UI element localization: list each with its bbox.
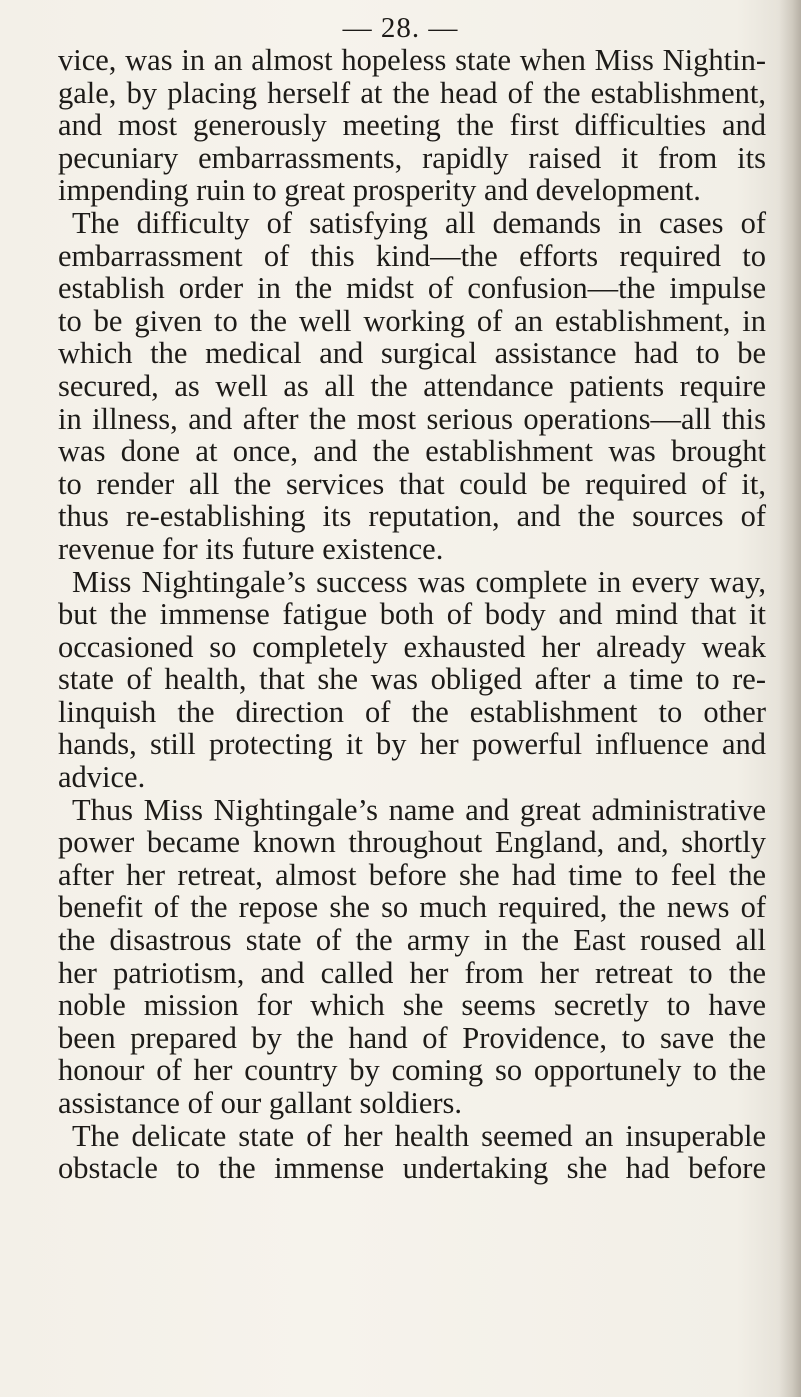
text-line: thus re-establishing its reputation, and the sources of (58, 499, 766, 534)
text-line: noble mission for which she seems secretly to have (58, 988, 766, 1023)
text-line: power became known throughout England, and, shortly (58, 825, 766, 860)
text-line: secured, as well as all the attendance patients require (58, 368, 766, 403)
text-line: occasioned so completely exhausted her already weak (58, 629, 766, 664)
text-line: embarrassment of this kind—the efforts required to (58, 238, 766, 273)
text-line: linquish the direction of the establishment to other (58, 694, 766, 729)
text-line: advice. (58, 760, 146, 795)
text-line: state of health, that she was obliged after a time to re- (58, 662, 766, 697)
text-line: which the medical and surgical assistance had to be (58, 336, 766, 371)
text-line: was done at once, and the establishment was brought (58, 434, 766, 469)
text-line: gale, by placing herself at the head of the establishment, (58, 75, 766, 110)
text-line: in illness, and after the most serious operations—all this (58, 401, 766, 436)
body-text (58, 44, 766, 1185)
text-line: establish order in the midst of confusion—the impulse (58, 271, 766, 306)
text-line: impending ruin to great prosperity and development. (58, 173, 701, 208)
text-line: and most generously meeting the first difficulties and (58, 108, 766, 143)
text-line: been prepared by the hand of Providence, to save the (58, 1020, 766, 1055)
text-line: after her retreat, almost before she had time to feel the (58, 857, 766, 892)
text-line: obstacle to the immense undertaking she had before (58, 1151, 766, 1186)
text-line: Miss Nightingale’s success was complete in every way, (72, 564, 766, 599)
text-line: Thus Miss Nightingale’s name and great administrative (72, 792, 766, 827)
text-line: to render all the services that could be required of it, (58, 466, 766, 501)
text-line: The delicate state of her health seemed an insuperable (72, 1118, 766, 1153)
text-line: The difficulty of satisfying all demands in cases of (72, 205, 766, 240)
text-line: hands, still protecting it by her powerful influence and (58, 727, 766, 762)
page-number: — 28. — (342, 12, 459, 44)
text-line: to be given to the well working of an establishment, in (58, 303, 766, 338)
page-edge-shadow (779, 0, 801, 1397)
text-line: her patriotism, and called her from her retreat to the (58, 955, 766, 990)
text-line: pecuniary embarrassments, rapidly raised it from its (58, 140, 766, 175)
text-line: but the immense fatigue both of body and mind that it (58, 597, 766, 632)
text-line: assistance of our gallant soldiers. (58, 1086, 463, 1120)
text-line: the disastrous state of the army in the East roused all (58, 923, 766, 958)
text-line: vice, was in an almost hopeless state when Miss Nightin- (58, 43, 766, 77)
text-line: revenue for its future existence. (58, 531, 444, 566)
text-line: honour of her country by coming so opportunely to the (58, 1053, 766, 1088)
text-line: benefit of the repose she so much required, the news of (58, 890, 766, 925)
